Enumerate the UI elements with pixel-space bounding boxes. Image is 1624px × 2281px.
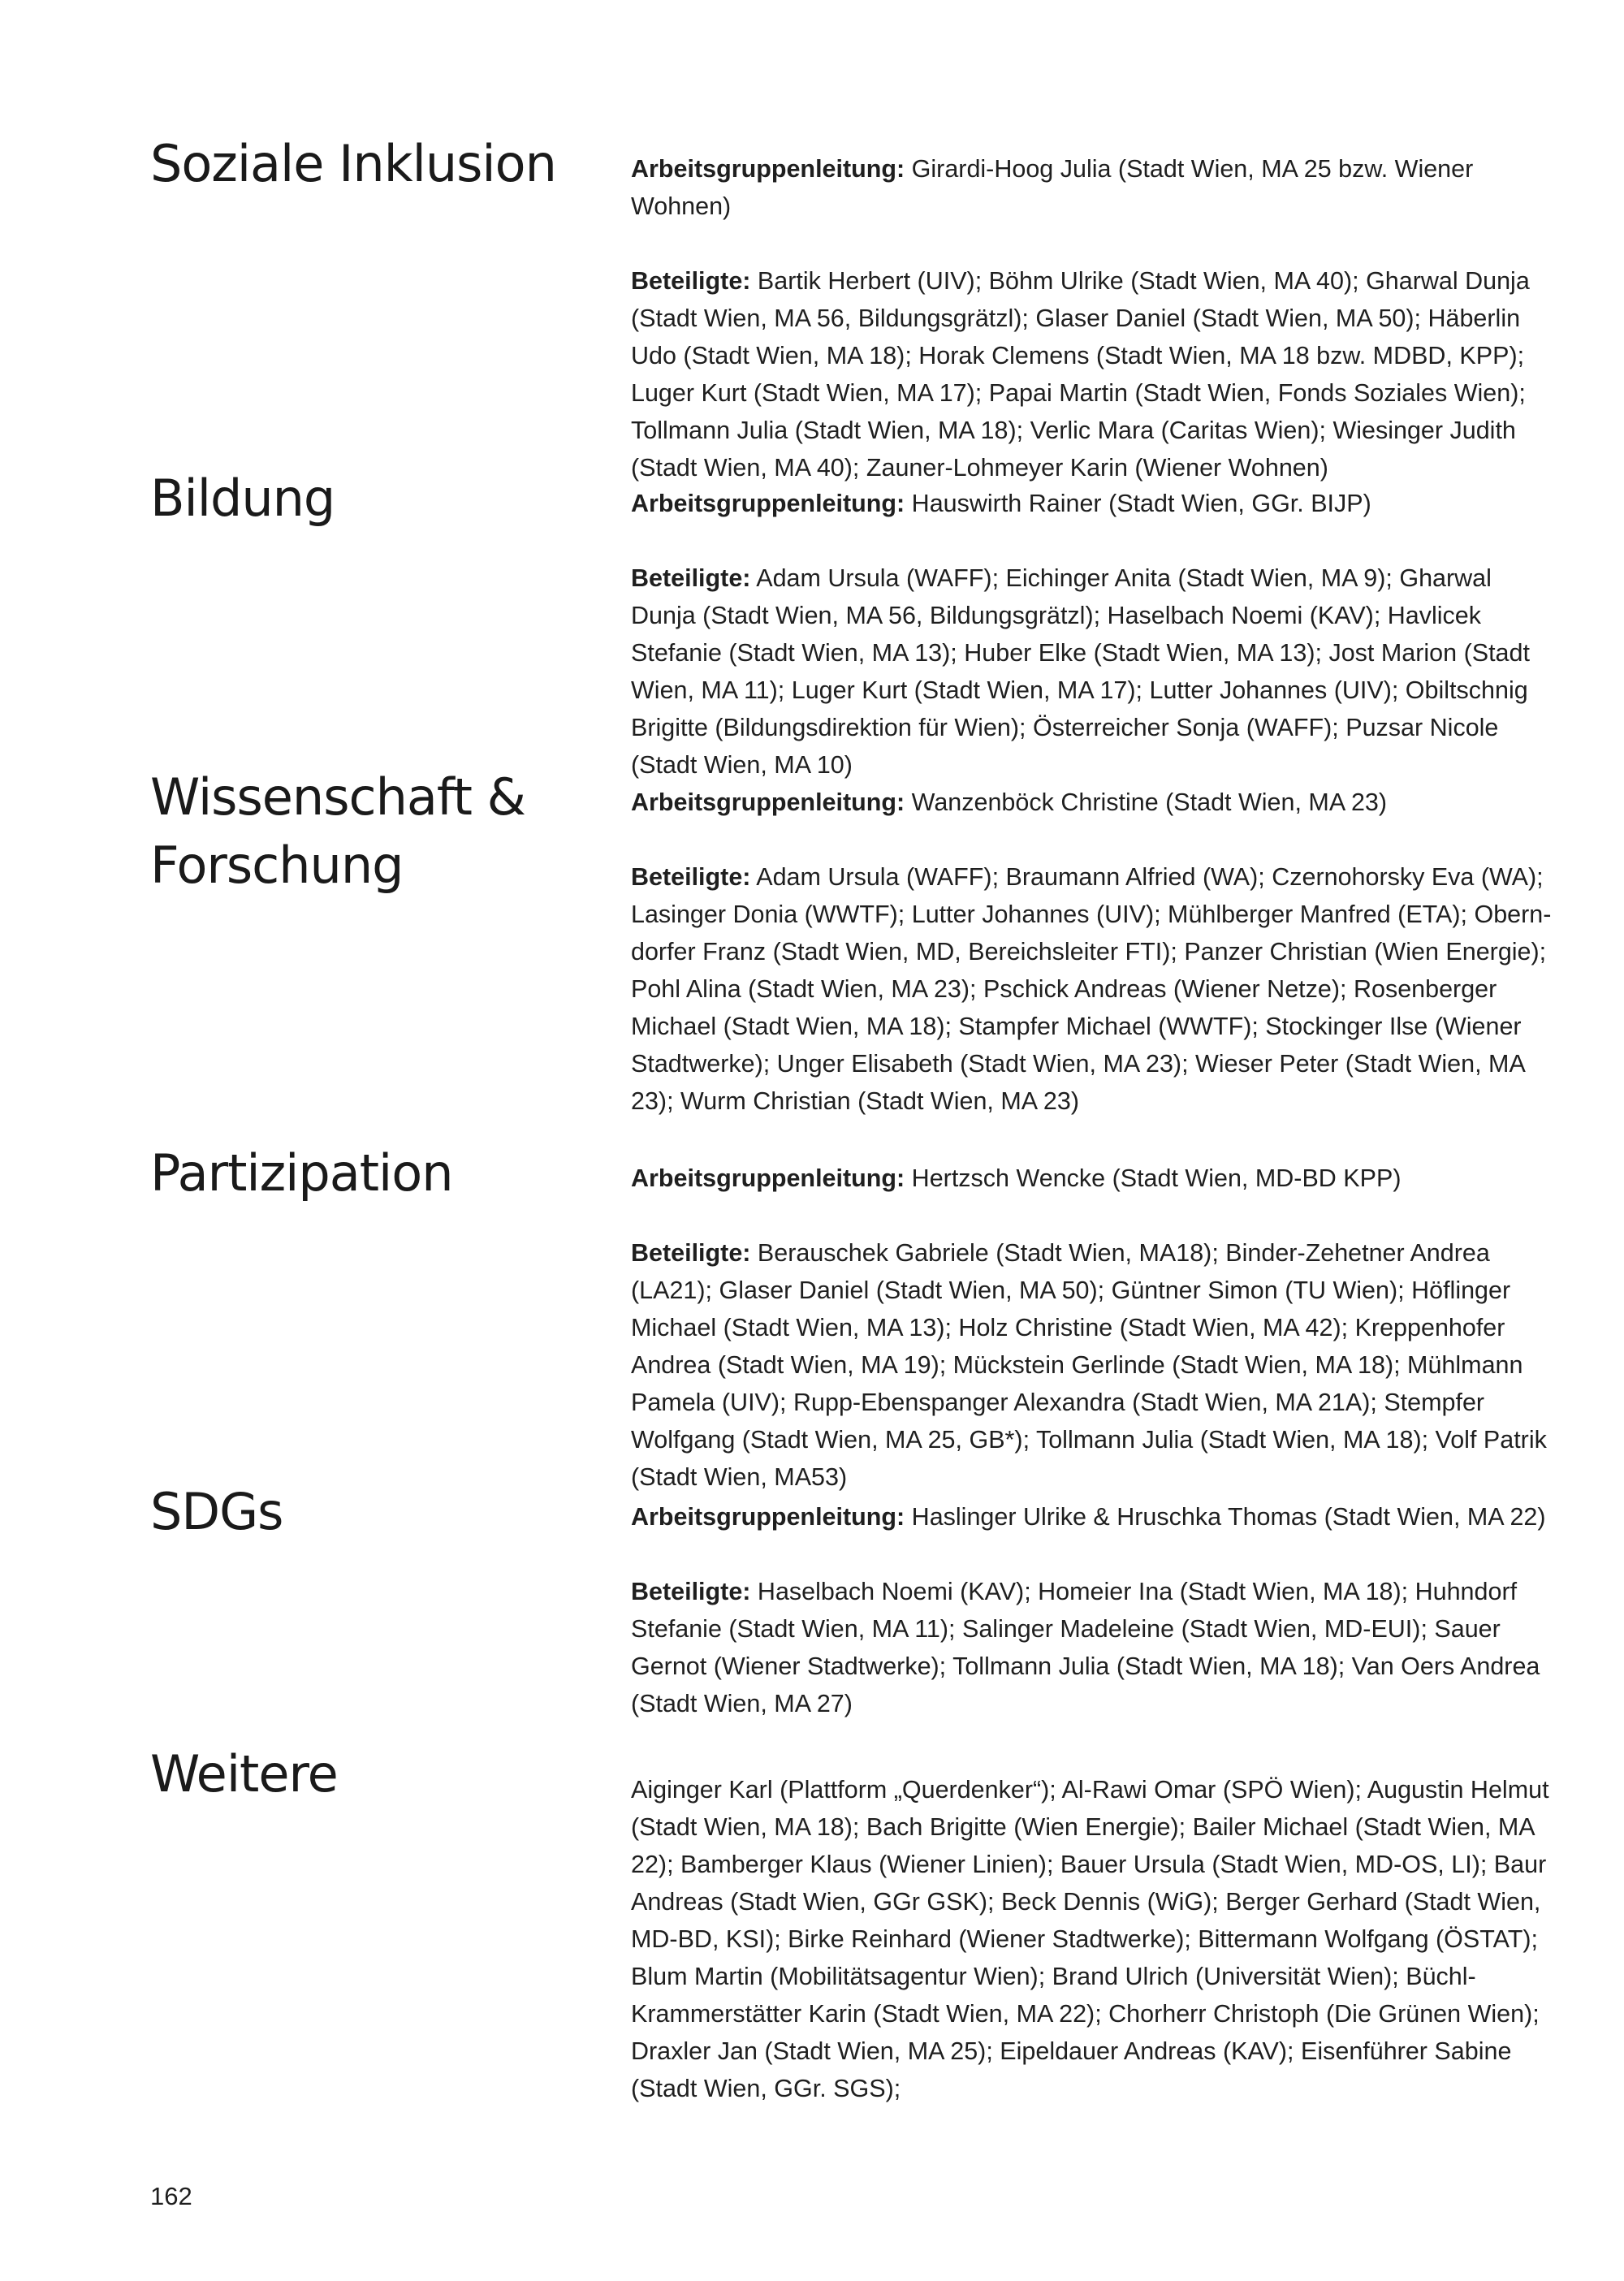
- lead-label: Arbeitsgruppenleitung:: [631, 1164, 905, 1192]
- participants-text: Bartik Herbert (UIV); Böhm Ulrike (Stadt Wien, MA 40); Gharwal Dunja (Stadt Wien, MA 56, Bildungsgrätzl); Glaser Daniel (Stadt Wien, MA 50); Häberlin Udo (Stadt Wien, MA 18); Horak Clemens (Stadt Wien, MA 18 bzw. MDBD, KPP); Luger Kurt (Stadt Wien, MA 17); Papai Martin (Stadt Wien, Fonds Soziales Wien); Tollmann Julia (Stadt Wien, MA 18); Verlic Mara (Caritas Wien); Wiesinger Judith (Stadt Wien, MA 40); Zauner-Lohmeyer Karin (Wiener Wohnen): [631, 267, 1530, 482]
- participants-text: Adam Ursula (WAFF); Braumann Alfried (WA); Czernohorsky Eva (WA); Lasinger Donia (WWTF); Lutter Johannes (UIV); Mühlberger Manfred (ETA); Oberndorfer Franz (Stadt Wien, MD, Bereichsleiter FTI); Panzer Christian (Wien Energie); Pohl Alina (Stadt Wien, MA 23); Pschick Andreas (Wiener Netze); Rosenberger Michael (Stadt Wien, MA 18); Stampfer Michael (WWTF); Stockinger Ilse (Wiener Stadtwerke); Unger Elisabeth (Stadt Wien, MA 23); Wieser Peter (Stadt Wien, MA 23); Wurm Christian (Stadt Wien, MA 23): [631, 863, 1552, 1115]
- section-heading: Soziale Inklusion: [150, 134, 556, 193]
- participants-paragraph: [631, 1234, 1557, 1496]
- participants-paragraph: [631, 858, 1557, 1120]
- participants-text: Adam Ursula (WAFF); Eichinger Anita (Stadt Wien, MA 9); Gharwal Dunja (Stadt Wien, MA 56, Bildungsgrätzl); Haselbach Noemi (KAV); Havlicek Stefanie (Stadt Wien, MA 13); Huber Elke (Stadt Wien, MA 13); Jost Marion (Stadt Wien, MA 11); Luger Kurt (Stadt Wien, MA 17); Lutter Johannes (UIV); Obiltschnig Brigitte (Bildungsdirektion für Wien); Österreicher Sonja (WAFF); Puzsar Nicole (Stadt Wien, MA 10): [631, 564, 1530, 779]
- section-body: [631, 784, 1557, 1120]
- lead-paragraph: [631, 1498, 1557, 1536]
- lead-paragraph: [631, 1160, 1557, 1197]
- section-body: [631, 1160, 1557, 1496]
- lead-text: Hertzsch Wencke (Stadt Wien, MD-BD KPP): [911, 1164, 1402, 1192]
- participants-label: Beteiligte:: [631, 1239, 751, 1267]
- participants-paragraph: [631, 1573, 1557, 1722]
- participants-label: Beteiligte:: [631, 863, 751, 891]
- page-number: 162: [150, 2182, 192, 2210]
- lead-label: Arbeitsgruppenleitung:: [631, 788, 905, 816]
- participants-label: Beteiligte:: [631, 1578, 751, 1605]
- lead-label: Arbeitsgruppenleitung:: [631, 1503, 905, 1531]
- section-heading: Bildung: [150, 469, 335, 528]
- section-body: [631, 1498, 1557, 1722]
- participants-text: Haselbach Noemi (KAV); Homeier Ina (Stadt Wien, MA 18); Huhndorf Stefanie (Stadt Wien, MA 11); Salinger Madeleine (Stadt Wien, MD-EUI); Sauer Gernot (Wiener Stadtwerke); Tollmann Julia (Stadt Wien, MA 18); Van Oers Andrea (Stadt Wien, MA 27): [631, 1578, 1540, 1717]
- lead-text: Wanzenböck Christine (Stadt Wien, MA 23): [911, 788, 1388, 816]
- lead-label: Arbeitsgruppenleitung:: [631, 155, 905, 183]
- section-body: [631, 485, 1557, 784]
- lead-text: Haslinger Ulrike & Hruschka Thomas (Stadt Wien, MA 22): [911, 1503, 1546, 1531]
- lead-paragraph: [631, 485, 1557, 522]
- participants-text: Berauschek Gabriele (Stadt Wien, MA18); Binder-Zehetner Andrea (LA21); Glaser Daniel (Stadt Wien, MA 50); Güntner Simon (TU Wien); Höflinger Michael (Stadt Wien, MA 13); Holz Christine (Stadt Wien, MA 42); Kreppenhofer Andrea (Stadt Wien, MA 19); Mückstein Gerlinde (Stadt Wien, MA 18); Mühlmann Pamela (UIV); Rupp-Ebenspanger Alexandra (Stadt Wien, MA 21A); Stempfer Wolfgang (Stadt Wien, MA 25, GB*); Tollmann Julia (Stadt Wien, MA 18); Volf Patrik (Stadt Wien, MA53): [631, 1239, 1547, 1491]
- lead-text: Girardi-Hoog Julia (Stadt Wien, MA 25 bzw. Wiener Wohnen): [631, 155, 1474, 220]
- section-body: [631, 150, 1557, 486]
- section-heading: Partizipation: [150, 1143, 453, 1203]
- lead-paragraph: [631, 784, 1557, 821]
- lead-text: Hauswirth Rainer (Stadt Wien, GGr. BIJP): [911, 490, 1371, 517]
- participants-label: Beteiligte:: [631, 267, 751, 295]
- weitere-paragraph: Aiginger Karl (Plattform „Querdenker“); Al-Rawi Omar (SPÖ Wien); Augustin Helmut (Stadt Wien, MA 18); Bach Brigitte (Wien Energie); Bailer Michael (Stadt Wien, MA 22); Bamberger Klaus (Wiener Linien); Bauer Ursula (Stadt Wien, MD-OS, LI); Baur Andreas (Stadt Wien, GGr GSK); Beck Dennis (WiG); Berger Gerhard (Stadt Wien, MD-BD, KSI); Birke Reinhard (Wiener Stadtwerke); Bittermann Wolfgang (ÖSTAT); Blum Martin (Mobilitätsagentur Wien); Brand Ulrich (Universität Wien); Büchl-Krammerstätter Karin (Stadt Wien, MA 22); Chorherr Christoph (Die Grünen Wien); Draxler Jan (Stadt Wien, MA 25); Eipeldauer Andreas (KAV); Eisenführer Sabine (Stadt Wien, GGr. SGS);: [631, 1776, 1549, 2102]
- lead-paragraph: [631, 150, 1557, 225]
- lead-label: Arbeitsgruppenleitung:: [631, 490, 905, 517]
- participants-label: Beteiligte:: [631, 564, 751, 592]
- section-body: [631, 1771, 1557, 2107]
- participants-paragraph: [631, 559, 1557, 784]
- section-heading: SDGs: [150, 1482, 283, 1541]
- participants-paragraph: [631, 262, 1557, 486]
- section-heading: Weitere: [150, 1744, 338, 1804]
- section-heading: Wissenschaft & Forschung: [150, 767, 525, 895]
